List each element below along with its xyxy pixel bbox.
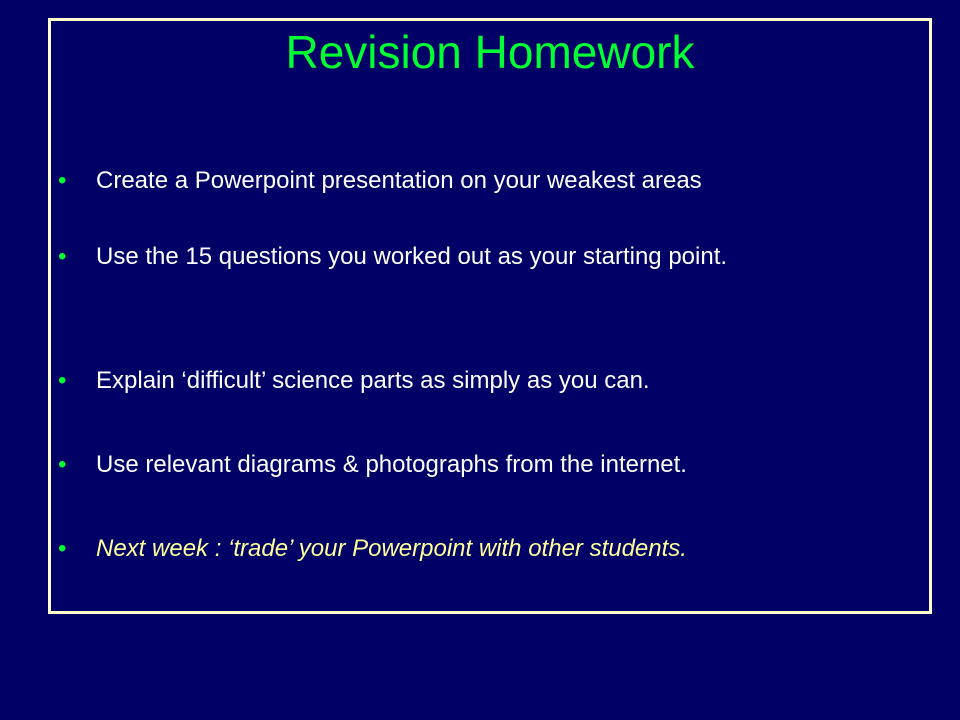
bullet-item [58, 164, 908, 198]
bullet-marker-icon: • [58, 167, 67, 194]
slide-frame [48, 18, 932, 614]
bullet-marker-icon: • [58, 451, 67, 478]
bullet-item-highlighted [58, 532, 908, 566]
slide-title: Revision Homework [285, 26, 695, 78]
bullet-text: Use the 15 questions you worked out as your starting point. [96, 243, 728, 270]
bullet-marker-icon: • [58, 243, 67, 270]
bullet-item [58, 448, 908, 482]
bullet-text: Use relevant diagrams & photographs from the internet. [96, 451, 687, 478]
bullet-text: Create a Powerpoint presentation on your weakest areas [96, 167, 702, 194]
bullet-text: Next week : ‘trade’ your Powerpoint with other students. [96, 535, 687, 562]
bullet-item [58, 240, 908, 274]
bullet-marker-icon: • [58, 367, 67, 394]
bullet-marker-icon: • [58, 535, 67, 562]
bullet-text: Explain ‘difficult’ science parts as simply as you can. [96, 367, 650, 394]
bullet-item [58, 364, 908, 398]
